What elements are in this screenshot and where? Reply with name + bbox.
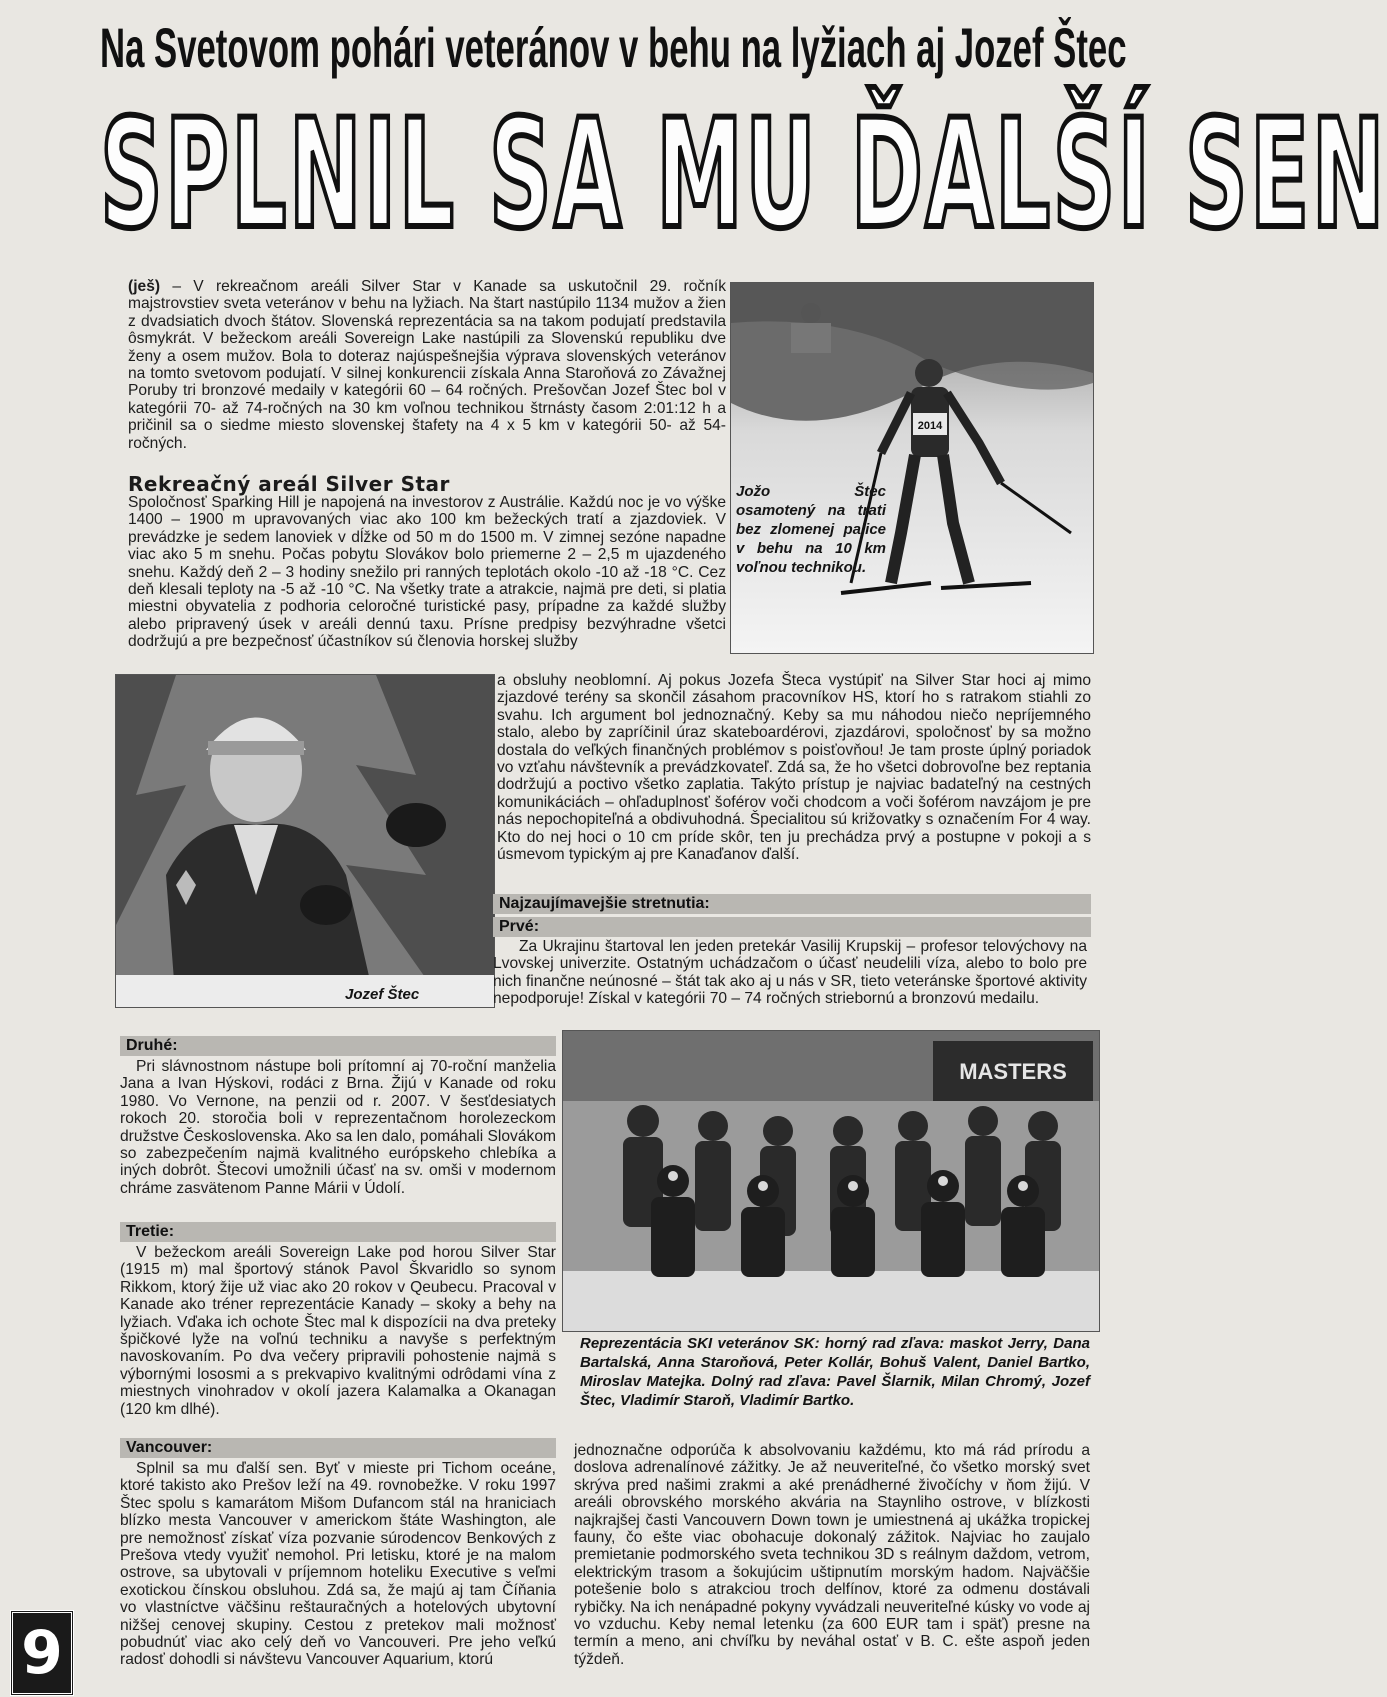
skier-caption: Jožo Štec osamotený na trati bez zlomenej palice v behu na 10 km voľnou technikou. [736,483,886,576]
headline-kicker: Na Svetovom pohári veteránov v behu na lyžiach aj Jozef Štec [100,16,1127,79]
team-illustration [563,1031,1099,1331]
third-label: Tretie: [120,1222,556,1242]
first-text: Za Ukrajinu štartoval len jeden pretekár Vasilij Krupskij – profesor telovýchovy na Lvovskej univerzite. Ostatným uchádzačom o účasť neudelili víza, alebo to bolo pre nich finančne neúnosné – štát tak ako aj u nás v SR, tieto veteránske športové aktivity nepodporuje! Získal v kategórii 70 – 74 ročných striebornú a bronzovú medailu. [493,938,1087,1008]
intro-lead: (ješ) [128,278,161,295]
section-silver-star-text-a: Spoločnosť Sparking Hill je napojená na investorov z Austrálie. Každú noc je vo výške 1400 – 1900 m upravovaných viac ako 100 km bežeckých tratí a zjazdoviek. V prevádzke je sedem lanoviek v dĺžke od 50 m do 1500 m. V zimnej sezóne napadne viac ako 5 m snehu. Počas pobytu Slovákov bolo priemerne 2 – 2,5 m ujazdeného snehu. Každý deň 2 – 3 hodiny snežilo pri ranných teplotách okolo -10 až -18 °C. Cez deň klesali teploty na -5 až -10 °C. Na všetky trate a atrakcie, najmä pre deti, si platia miestni obyvatelia z podhoria celoročné turistické pasy, prípadne za každé služby alebo pripravený úsek v areáli dennú taxu. Prísne predpisy bezvýhradne všetci dodržujú a pre bezpečnosť účastníkov sú členovia horskej služby [128,494,726,651]
intro-paragraph [128,278,726,452]
headline-main: SPLNIL SA MU ĎALŠÍ SEN [100,88,1387,262]
skier-photo [730,282,1094,654]
intro-text: – V rekreačnom areáli Silver Star v Kanade sa uskutočnil 29. ročník majstrovstiev sveta veteránov v behu na lyžiach. Na štart nastúpilo 1134 mužov a žien z dvadsiatich dvoch štátov. Slovenská reprezentácia sa na takom podujatí predstavila ôsmykrát. V bežeckom areáli Sovereign Lake nastúpili za Slovenskú republiku dve ženy a osem mužov. Bola to doteraz najúspešnejšia výprava slovenských veteránov na tomto svetovom podujatí. V silnej konkurencii získala Anna Staroňová zo Závažnej Poruby tri bronzové medaily v kategórii 60 – 64 ročných. Prešovčan Jozef Štec bol v kategórii 70- až 74-ročných na 30 km voľnou technikou štrnásty časom 2:01:12 h a pričinil sa o siedme miesto slovenskej štafety na 4 x 5 km v kategórii 50- až 54-ročných. [128,278,726,452]
banner-text: MASTERS [959,1059,1067,1084]
team-caption: Reprezentácia SKI veteránov SK: horný rad zľava: maskot Jerry, Dana Bartalská, Anna Staroňová, Peter Kollár, Bohuš Valent, Daniel Bartko, Miroslav Matejka. Dolný rad zľava: Pavel Šlarnik, Milan Chromý, Jozef Štec, Vladimír Staroň, Vladimír Bartko. [580,1335,1090,1409]
second-text: Pri slávnostnom nástupe boli prítomní aj 70-roční manželia Jana a Ivan Hýskovi, rodáci z Brna. Žijú v Kanade od roku 1980. Vo Vernone, na penzii od r. 2007. V šesťdesiatych rokoch 20. storočia boli v reprezentačnom horolezeckom družstve Československa. Ako sa len dalo, pomáhali Slovákom so zabezpečením najmä kvalitného európskeho chlebíka a iných dobrôt. Štecovi umožnili účasť na sv. omši v modernom chráme zasvätenom Panne Márii v Údolí. [120,1058,556,1197]
section-encounters-title: Najzaujímavejšie stretnutia: [493,894,1091,914]
third-text: V bežeckom areáli Sovereign Lake pod horou Silver Star (1915 m) mal športový stánok Pavol Škvaridlo so synom Rikkom, ktorý žije už viac ako 20 rokov v Qeubecu. Pracoval v Kanade ako tréner reprezentácie Kanady – skoky a behy na lyžiach. Vďaka ich ochote Štec mal k dispozícii na dva preteky špičkové lyže na voľnú techniku a navyše s perfektným navoskovaním. Po dva večery pripravili pohostenie najmä s výbornými lososmi a s prekvapivo kvalitnými odrôdami vína z miestnych vinohradov v okolí jazera Kalamalka a Okanagan (120 km dlhé). [120,1244,556,1418]
team-photo [562,1030,1100,1332]
last-column-text: jednoznačne odporúča k absolvovaniu každému, kto má rád prírodu a doslova adrenalínové zážitky. Je až neuveriteľné, čo všetko morský svet skrýva pred našimi zrakmi a aké prenádherné živočíchy v ňom žijú. V areáli obrovského morského akvária na Staynliho ostrove, v blízkosti najkrajšej časti Vancouvern Down town je umiestnená aj ukážka tropickej fauny, čo ešte viac obohacuje dokonalý zážitok. Najviac ho zaujalo premietanie podmorského sveta technikou 3D s reálnym daždom, vetrom, elektrickým trasom a šokujúcim uštipnutím morským hadom. Najväčšie potešenie bolo s atrakciou troch delfínov, ktoré za odmenu dostávali rybičky. Na ich nenápadné pokyny vyvádzali neuveriteľné kúsky vo vode aj vo vzduchu. Keby nemal letenku (za 600 EUR tam i späť) presne na termín a meno, ani chvíľku by neváhal ostať v B. C. ešte aspoň jeden týždeň. [574,1442,1090,1668]
page-number: 9 [10,1610,74,1696]
vancouver-label: Vancouver: [120,1438,556,1458]
bib-number: 2014 [917,420,943,432]
skier-illustration [731,283,1093,653]
second-label: Druhé: [120,1036,556,1056]
portrait-photo [115,674,495,1008]
portrait-illustration [116,675,494,1007]
vancouver-text: Splnil sa mu ďalší sen. Byť v mieste pri Tichom oceáne, ktoré takisto ako Prešov leží na 49. rovnobežke. V roku 1997 Štec spolu s kamarátom Mišom Dufancom stál na hraniciach blízko mesta Vancouver v americkom štáte Washington, ale pre nemožnosť získať víza pozvanie súrodencov Benkových z Prešova vtedy využiť nemohol. Pri letisku, ktoré je na malom ostrove, sa ubytovali v príjemnom hoteliku Executive s veľmi exotickou čínskou obsluhou. Zdá sa, že majú aj tam Číňania vo vlastníctve väčšinu reštauračných a hotelových ubytovní nižšej cenovej skupiny. Cestou z pretekov mali možnosť pobudnúť viac ako celý deň vo Vancouveri. Pre jeho veľkú radosť dohodli si návštevu Vancouver Aquarium, ktorú [120,1460,556,1669]
section-silver-star-text-b: a obsluhy neoblomní. Aj pokus Jozefa Šteca vystúpiť na Silver Star hoci aj mimo zjazdové terény sa skončil zásahom pracovníkov HS, ktorí ho s ratrakom stiahli zo svahu. Ich argument bol jednoznačný. Keby sa mu náhodou niečo nepríjemného stalo, alebo by zapríčinil úraz skateboardérovi, zjazdárovi, spoločnosť by sa možno dostala do veľkých finančných problémov s poisťovňou! Je tam proste úplný poriadok vo vzťahu návštevník a prevádzkovateľ. Zdá sa, že ho všetci dobrovoľne bez reptania dodržujú a poctivo všetko zaplatia. Takýto prístup je najviac badateľný na cestných komunikáciách – ohľaduplnosť šoférov voči chodcom a voči šoférom navzájom je pre nás nepochopiteľná a obdivuhodná. Špecialitou sú križovatky s označením For 4 way. Kto do nej hoci o 10 cm príde skôr, ten ju prechádza prvý a postupne v pokoji a s úsmevom typickým aj pre Kanaďanov ďalší. [497,672,1091,864]
first-label: Prvé: [493,917,1091,937]
portrait-caption: Jozef Štec [345,986,420,1003]
section-silver-star-title: Rekreačný areál Silver Star [128,472,450,496]
